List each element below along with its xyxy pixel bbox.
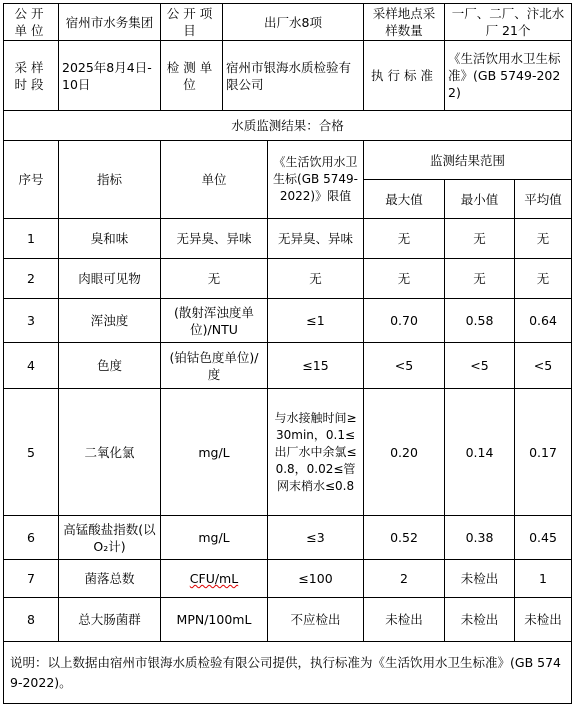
- note-text: 说明：以上数据由宿州市银海水质检验有限公司提供，执行标准为《生活饮用水卫生标准》(GB 5749-2022)。: [4, 642, 572, 704]
- row-min: 未检出: [445, 560, 515, 598]
- sites-label: 采样地点采样数量: [364, 4, 445, 41]
- result-line: 水质监测结果：合格: [4, 111, 572, 141]
- header-row-1: [4, 4, 572, 41]
- row-avg: 0.17: [515, 389, 572, 516]
- row-min: 0.58: [445, 299, 515, 343]
- row-limit: ≤3: [268, 516, 364, 560]
- row-no: 6: [4, 516, 59, 560]
- col-limit: 《生活饮用水卫生标(GB 5749-2022)》限值: [268, 141, 364, 219]
- col-indicator: 指标: [59, 141, 161, 219]
- col-no: 序号: [4, 141, 59, 219]
- column-header-row-1: [4, 141, 572, 180]
- table-row: [4, 259, 572, 299]
- row-indicator: 色度: [59, 343, 161, 389]
- row-indicator: 浑浊度: [59, 299, 161, 343]
- row-no: 4: [4, 343, 59, 389]
- row-unit: [161, 560, 268, 598]
- table-row: [4, 560, 572, 598]
- row-limit: ≤15: [268, 343, 364, 389]
- water-quality-table: [3, 3, 572, 704]
- row-max: 2: [364, 560, 445, 598]
- row-indicator: 肉眼可见物: [59, 259, 161, 299]
- row-avg: <5: [515, 343, 572, 389]
- table-row: [4, 516, 572, 560]
- report-container: [3, 3, 571, 704]
- col-unit: 单位: [161, 141, 268, 219]
- row-indicator: 总大肠菌群: [59, 598, 161, 642]
- row-no: 7: [4, 560, 59, 598]
- unit-label: 公开单位: [4, 4, 59, 41]
- item-label: 公开项目: [161, 4, 223, 41]
- table-row: [4, 219, 572, 259]
- row-indicator: 二氧化氯: [59, 389, 161, 516]
- row-avg: 无: [515, 259, 572, 299]
- table-row: [4, 598, 572, 642]
- col-avg: 平均值: [515, 180, 572, 219]
- note-row: [4, 642, 572, 704]
- row-min: <5: [445, 343, 515, 389]
- row-no: 1: [4, 219, 59, 259]
- result-row: [4, 111, 572, 141]
- row-limit: ≤100: [268, 560, 364, 598]
- row-max: 0.20: [364, 389, 445, 516]
- standard-value: 《生活饮用水卫生标准》(GB 5749-2022): [445, 41, 572, 111]
- row-max: 0.70: [364, 299, 445, 343]
- row-unit-text: CFU/mL: [189, 571, 239, 586]
- col-min: 最小值: [445, 180, 515, 219]
- org-label: 检测单位: [161, 41, 223, 111]
- row-max: <5: [364, 343, 445, 389]
- row-min: 无: [445, 259, 515, 299]
- row-indicator: 臭和味: [59, 219, 161, 259]
- row-max: 无: [364, 219, 445, 259]
- row-unit: (散射浑浊度单位)/NTU: [161, 299, 268, 343]
- row-unit: mg/L: [161, 516, 268, 560]
- header-row-2: [4, 41, 572, 111]
- row-avg: 未检出: [515, 598, 572, 642]
- row-no: 8: [4, 598, 59, 642]
- row-limit: 与水接触时间≥30min，0.1≤出厂水中余氯≤0.8，0.02≤管网末梢水≤0.8: [268, 389, 364, 516]
- row-max: 0.52: [364, 516, 445, 560]
- row-unit: 无异臭、异味: [161, 219, 268, 259]
- table-row: [4, 299, 572, 343]
- org-value: 宿州市银海水质检验有限公司: [223, 41, 364, 111]
- row-min: 0.14: [445, 389, 515, 516]
- row-unit: 无: [161, 259, 268, 299]
- row-limit: 无异臭、异味: [268, 219, 364, 259]
- sites-value: 一厂、二厂、汴北水厂 21个: [445, 4, 572, 41]
- row-avg: 0.64: [515, 299, 572, 343]
- row-avg: 0.45: [515, 516, 572, 560]
- row-min: 无: [445, 219, 515, 259]
- row-unit: (铂钴色度单位)/度: [161, 343, 268, 389]
- unit-value: 宿州市水务集团: [59, 4, 161, 41]
- row-limit: 不应检出: [268, 598, 364, 642]
- row-avg: 1: [515, 560, 572, 598]
- table-row: [4, 343, 572, 389]
- standard-label: 执行标准: [364, 41, 445, 111]
- table-row: [4, 389, 572, 516]
- row-limit: 无: [268, 259, 364, 299]
- row-avg: 无: [515, 219, 572, 259]
- row-indicator: 菌落总数: [59, 560, 161, 598]
- row-unit: MPN/100mL: [161, 598, 268, 642]
- col-range: 监测结果范围: [364, 141, 572, 180]
- row-no: 3: [4, 299, 59, 343]
- row-no: 5: [4, 389, 59, 516]
- row-unit: mg/L: [161, 389, 268, 516]
- row-min: 未检出: [445, 598, 515, 642]
- row-no: 2: [4, 259, 59, 299]
- row-indicator: 高锰酸盐指数(以O₂计): [59, 516, 161, 560]
- row-min: 0.38: [445, 516, 515, 560]
- row-max: 未检出: [364, 598, 445, 642]
- period-label: 采样时段: [4, 41, 59, 111]
- col-max: 最大值: [364, 180, 445, 219]
- row-limit: ≤1: [268, 299, 364, 343]
- period-value: 2025年8月4日-10日: [59, 41, 161, 111]
- row-max: 无: [364, 259, 445, 299]
- item-value: 出厂水8项: [223, 4, 364, 41]
